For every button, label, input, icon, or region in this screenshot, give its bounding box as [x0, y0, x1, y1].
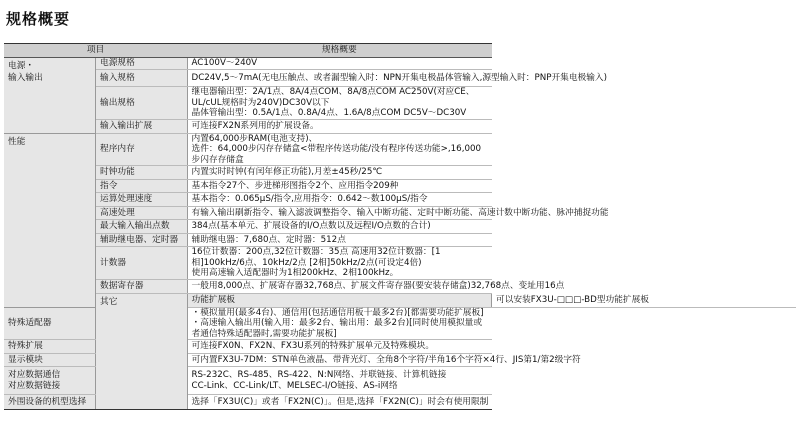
category-other: 其它	[96, 293, 188, 410]
row-item: 最大输入输出点数	[96, 220, 188, 234]
table-header-row	[4, 44, 796, 58]
row-value: DC24V,5～7mA(无电压触点、或者漏型输入时：NPN开集电极晶体管输入,源型输入时：PNP开集电极输入)	[187, 70, 492, 87]
header-item: 项目	[4, 44, 187, 58]
row-value: 辅助继电器：7,680点、定时器：512点	[187, 234, 492, 247]
row-value: AC100V～240V	[187, 58, 492, 70]
table-row	[4, 58, 796, 70]
row-item: 指令	[96, 180, 188, 193]
row-item: 高速处理	[96, 207, 188, 220]
row-value: 可以安装FX3U-□□□-BD型功能扩展板	[492, 293, 797, 307]
row-item: 显示模块	[4, 354, 96, 367]
table-row	[4, 180, 796, 193]
row-value: 内置64,000步RAM(电池支持)、 选件：64,000步闪存存储盒<带程序传送功能/没有程序传送功能>,16,000步闪存存储盒	[187, 133, 492, 166]
row-item: 运算处理速度	[96, 193, 188, 207]
table-row	[4, 193, 796, 207]
row-item: 输出规格	[96, 87, 188, 120]
row-item: 特殊扩展	[4, 340, 96, 354]
row-item: 程序内存	[96, 133, 188, 166]
category-power-io: 电源・ 输入输出	[4, 58, 96, 134]
row-value: 选择「FX3U(C)」或者「FX2N(C)」。但是,选择「FX2N(C)」时会有使用限制	[187, 395, 492, 410]
row-value: 16位计数器：200点,32位计数器：35点 高速用32位计数器：[1相]100kHz/6点、10kHz/2点 [2相]50kHz/2点(可设定4倍) 使用高速输入适配器时为1相200kHz、2相100kHz。	[187, 247, 492, 280]
row-item: 输入规格	[96, 70, 188, 87]
row-item: 电源规格	[96, 58, 188, 70]
table-row	[4, 166, 796, 180]
row-value: RS-232C、RS-485、RS-422、N:N网络、并联链接、计算机链接 CC-Link、CC-Link/LT、MELSEC-I/O链接、AS-i网络	[187, 367, 492, 395]
table-row	[4, 234, 796, 247]
category-performance: 性能	[4, 133, 96, 307]
spec-table	[4, 43, 796, 410]
header-spec: 规格概要	[187, 44, 492, 58]
row-value: 384点(基本单元、扩展设备的I/O点数以及远程I/O点数的合计)	[187, 220, 492, 234]
row-item: 数据寄存器	[96, 279, 188, 293]
table-row	[4, 279, 796, 293]
table-row	[4, 119, 796, 133]
row-value: 基本指令27个、步进梯形图指令2个、应用指令209种	[187, 180, 492, 193]
row-value: 有输入输出刷新指令、输入滤波调整指令、输入中断功能、定时中断功能、高速计数中断功能、脉冲捕捉功能	[187, 207, 492, 220]
row-value: 内置实时时钟(有闰年修正功能),月差±45秒/25℃	[187, 166, 492, 180]
row-value: 继电器输出型：2A/1点、8A/4点COM、8A/8点COM AC250V(对应CE、UL/cUL规格时为240V)DC30V以下 晶体管输出型：0.5A/1点、0.8A/4点、1.6A/8点COM DC5V～DC30V	[187, 87, 492, 120]
row-item: 特殊适配器	[4, 307, 96, 340]
table-row	[4, 133, 796, 166]
row-item: 输入输出扩展	[96, 119, 188, 133]
table-row	[4, 70, 796, 87]
row-item: 对应数据通信 对应数据链接	[4, 367, 96, 395]
table-row	[4, 247, 796, 280]
table-row	[4, 293, 796, 307]
page-title: 规格概要	[6, 10, 71, 28]
row-value: ・模拟量用(最多4台)、通信用(包括通信用板十最多2台)[都需要功能扩展板] ・高速输入输出用(输入用：最多2台、输出用：最多2台)[同时使用模拟量或者通信特殊适配器时,需要功能扩展板]	[187, 307, 492, 340]
row-item: 辅助继电器、定时器	[96, 234, 188, 247]
table-row	[4, 207, 796, 220]
row-item: 时钟功能	[96, 166, 188, 180]
table-row	[4, 220, 796, 234]
row-value: 可连接FX2N系列用的扩展设备。	[187, 119, 492, 133]
table-row	[4, 87, 796, 120]
row-value: 基本指令：0.065μS/指令,应用指令：0.642～数100μS/指令	[187, 193, 492, 207]
row-value: 一般用8,000点、扩展寄存器32,768点、扩展文件寄存器(要安装存储盒)32,768点、变址用16点	[187, 279, 492, 293]
row-value: 可内置FX3U-7DM：STN单色液晶、带背光灯、全角8个字符/半角16个字符×4行、JIS第1/第2级字符	[187, 354, 492, 367]
row-item: 外围设备的机型选择	[4, 395, 96, 410]
row-value: 可连接FX0N、FX2N、FX3U系列的特殊扩展单元及特殊模块。	[187, 340, 492, 354]
row-item: 功能扩展板	[187, 293, 492, 307]
row-item: 计数器	[96, 247, 188, 280]
